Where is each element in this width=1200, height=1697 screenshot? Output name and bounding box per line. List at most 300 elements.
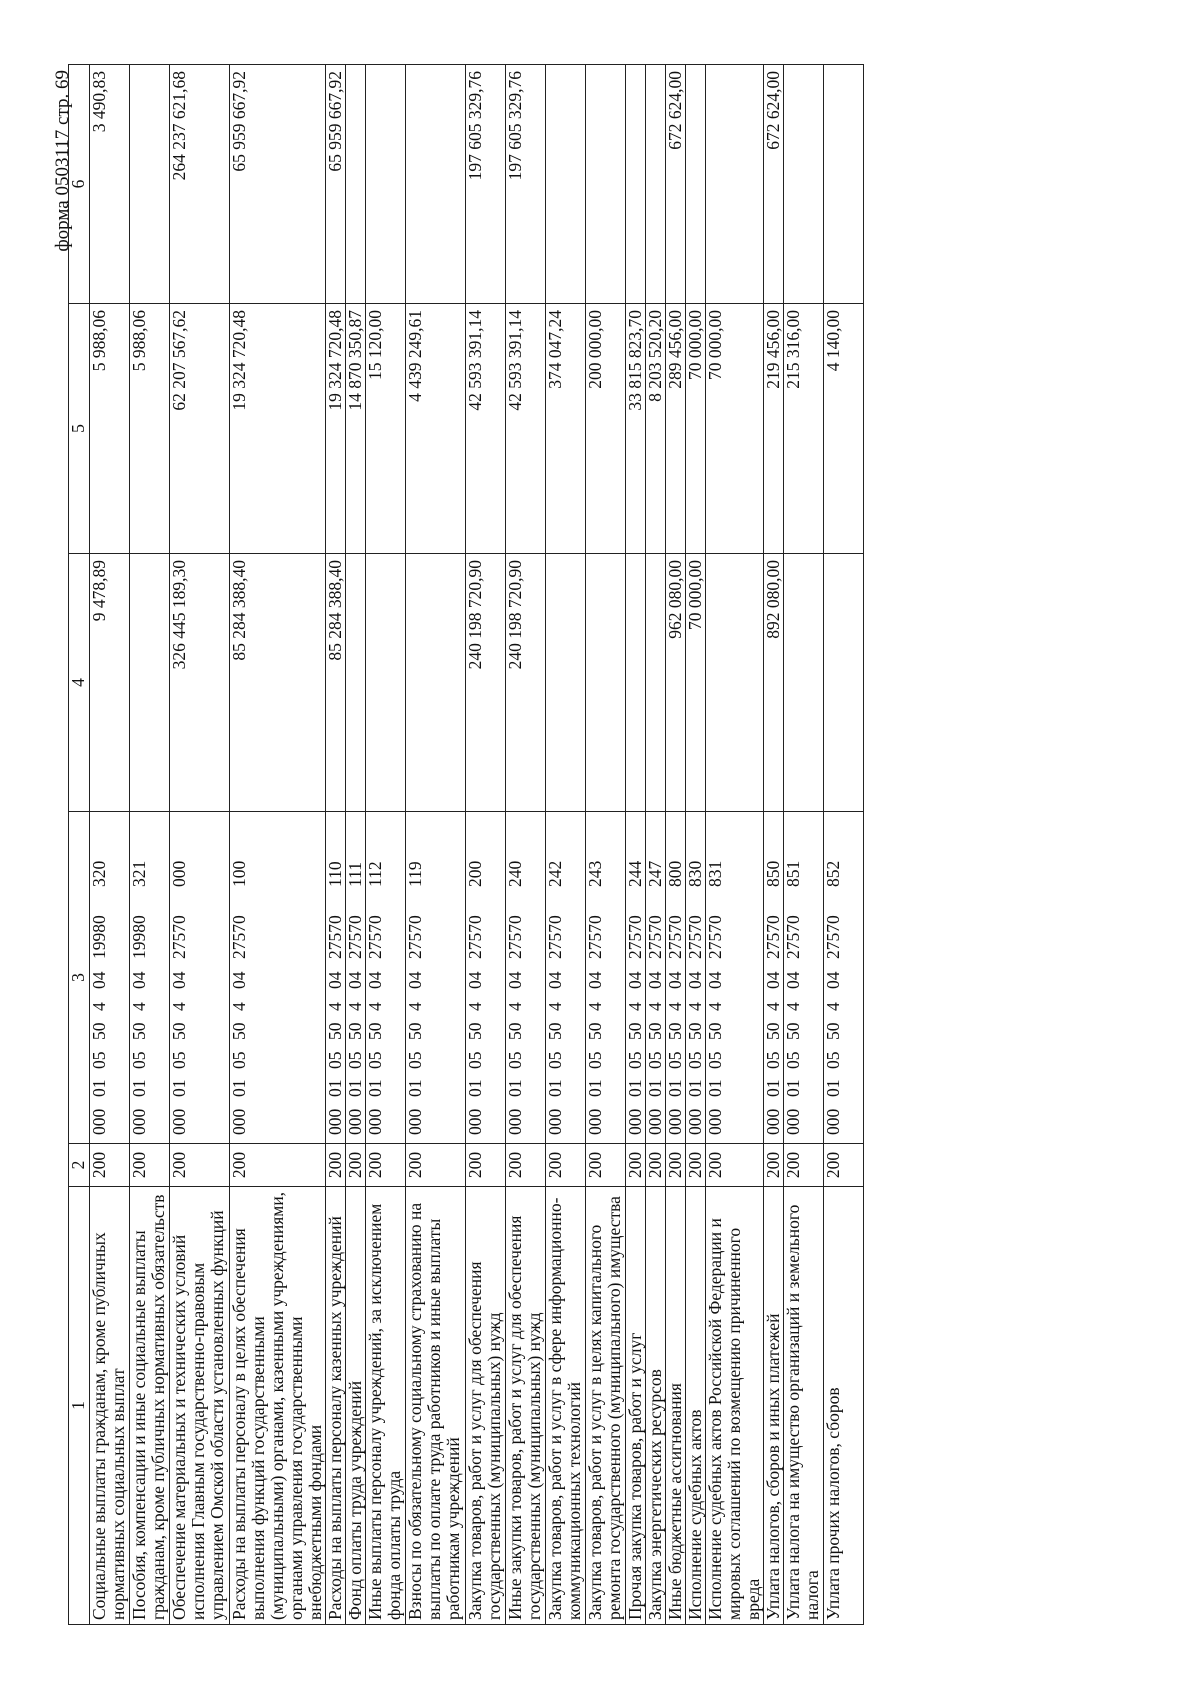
row-executed-amount-cell: 5 988,06 xyxy=(90,304,130,554)
table-row xyxy=(546,65,586,1625)
code-segment: 50 xyxy=(685,1022,705,1040)
row-line-code-cell: 200 xyxy=(506,1144,546,1187)
code-segment: 247 xyxy=(645,860,665,887)
row-unexecuted-amount-cell: 672 624,00 xyxy=(666,65,686,304)
row-line-code-cell: 200 xyxy=(626,1144,646,1187)
code-segment: 50 xyxy=(783,1022,803,1040)
row-unexecuted-amount-cell: 3 490,83 xyxy=(90,65,130,304)
budget-table xyxy=(68,64,864,1625)
row-approved-amount-cell: 240 198 720,90 xyxy=(506,554,546,812)
code-segment: 04 xyxy=(465,971,485,989)
row-line-code-cell: 200 xyxy=(170,1144,230,1187)
row-classification-code-cell xyxy=(586,812,626,1144)
row-name-cell: Уплата налогов, сборов и иных платежей xyxy=(764,1187,784,1625)
row-line-code-cell: 200 xyxy=(406,1144,466,1187)
code-segment: 27570 xyxy=(665,915,685,959)
code-segment: 04 xyxy=(129,971,149,989)
code-segment: 04 xyxy=(783,971,803,989)
row-name-cell: Расходы на выплаты персоналу казенных учреждений xyxy=(326,1187,346,1625)
code-segment: 200 xyxy=(465,860,485,887)
code-segment: 01 xyxy=(763,1079,783,1097)
code-segment: 000 xyxy=(325,1108,345,1135)
row-executed-amount-cell: 70 000,00 xyxy=(686,304,706,554)
row-executed-amount-cell: 42 593 391,14 xyxy=(466,304,506,554)
code-segment: 000 xyxy=(783,1108,803,1135)
code-segment: 852 xyxy=(823,860,843,887)
row-unexecuted-amount-cell xyxy=(706,65,764,304)
code-segment: 000 xyxy=(705,1108,725,1135)
code-segment: 05 xyxy=(705,1051,725,1069)
row-classification-code-cell xyxy=(824,812,864,1144)
row-classification-code-cell xyxy=(546,812,586,1144)
row-approved-amount-cell xyxy=(406,554,466,812)
row-name-cell: Закупка энергетических ресурсов xyxy=(646,1187,666,1625)
row-line-code-cell: 200 xyxy=(366,1144,406,1187)
code-segment: 05 xyxy=(169,1051,189,1069)
code-segment: 4 xyxy=(169,1002,189,1011)
code-segment: 27570 xyxy=(325,915,345,959)
code-segment: 05 xyxy=(505,1051,525,1069)
code-segment: 50 xyxy=(823,1022,843,1040)
column-header: 4 xyxy=(69,554,90,812)
row-classification-code-cell xyxy=(346,812,366,1144)
form-caption: форма 0503117 стр. 69 xyxy=(52,70,73,252)
code-segment: 50 xyxy=(665,1022,685,1040)
row-unexecuted-amount-cell xyxy=(824,65,864,304)
row-executed-amount-cell: 289 456,00 xyxy=(666,304,686,554)
row-executed-amount-cell: 62 207 567,62 xyxy=(170,304,230,554)
code-segment: 05 xyxy=(585,1051,605,1069)
row-name-cell: Обеспечение материальных и технических условий исполнения Главным государственно-правовым управлением Омской области установленных функций xyxy=(170,1187,230,1625)
row-line-code-cell: 200 xyxy=(784,1144,824,1187)
code-segment: 800 xyxy=(665,860,685,887)
table-row xyxy=(366,65,406,1625)
code-segment: 4 xyxy=(763,1002,783,1011)
row-unexecuted-amount-cell xyxy=(646,65,666,304)
row-unexecuted-amount-cell xyxy=(130,65,170,304)
row-line-code-cell: 200 xyxy=(230,1144,326,1187)
code-segment: 04 xyxy=(365,971,385,989)
table-row xyxy=(90,65,130,1625)
code-segment: 05 xyxy=(823,1051,843,1069)
row-approved-amount-cell xyxy=(784,554,824,812)
row-executed-amount-cell: 42 593 391,14 xyxy=(506,304,546,554)
row-approved-amount-cell: 240 198 720,90 xyxy=(466,554,506,812)
row-approved-amount-cell xyxy=(646,554,666,812)
row-unexecuted-amount-cell: 197 605 329,76 xyxy=(506,65,546,304)
code-segment: 50 xyxy=(325,1022,345,1040)
row-executed-amount-cell: 15 120,00 xyxy=(366,304,406,554)
code-segment: 01 xyxy=(645,1079,665,1097)
row-executed-amount-cell: 374 047,24 xyxy=(546,304,586,554)
row-name-cell: Закупка товаров, работ и услуг в сфере информационно-коммуникационных технологий xyxy=(546,1187,586,1625)
table-row xyxy=(506,65,546,1625)
code-segment: 321 xyxy=(129,860,149,887)
row-approved-amount-cell xyxy=(546,554,586,812)
row-approved-amount-cell: 892 080,00 xyxy=(764,554,784,812)
row-name-cell: Исполнение судебных актов Российской Федерации и мировых соглашений по возмещению причиненного вреда xyxy=(706,1187,764,1625)
code-segment: 05 xyxy=(405,1051,425,1069)
code-segment: 05 xyxy=(89,1051,109,1069)
code-segment: 50 xyxy=(229,1022,249,1040)
row-name-cell: Закупка товаров, работ и услуг в целях капитального ремонта государственного (муниципального) имущества xyxy=(586,1187,626,1625)
code-segment: 27570 xyxy=(705,915,725,959)
row-classification-code-cell xyxy=(706,812,764,1144)
code-segment: 27570 xyxy=(823,915,843,959)
code-segment: 50 xyxy=(465,1022,485,1040)
row-unexecuted-amount-cell xyxy=(366,65,406,304)
row-executed-amount-cell: 14 870 350,87 xyxy=(346,304,366,554)
row-approved-amount-cell: 85 284 388,40 xyxy=(230,554,326,812)
code-segment: 05 xyxy=(545,1051,565,1069)
row-name-cell: Взносы по обязательному социальному страхованию на выплаты по оплате труда работников и иные выплаты работникам учреждений xyxy=(406,1187,466,1625)
code-segment: 000 xyxy=(685,1108,705,1135)
code-segment: 01 xyxy=(229,1079,249,1097)
table-row xyxy=(406,65,466,1625)
row-executed-amount-cell: 4 140,00 xyxy=(824,304,864,554)
code-segment: 4 xyxy=(129,1002,149,1011)
row-approved-amount-cell: 326 445 189,30 xyxy=(170,554,230,812)
code-segment: 27570 xyxy=(405,915,425,959)
code-segment: 50 xyxy=(129,1022,149,1040)
code-segment: 4 xyxy=(585,1002,605,1011)
row-classification-code-cell xyxy=(686,812,706,1144)
code-segment: 27570 xyxy=(625,915,645,959)
code-segment: 50 xyxy=(405,1022,425,1040)
code-segment: 4 xyxy=(823,1002,843,1011)
row-classification-code-cell xyxy=(90,812,130,1144)
code-segment: 50 xyxy=(763,1022,783,1040)
code-segment: 01 xyxy=(823,1079,843,1097)
code-segment: 04 xyxy=(169,971,189,989)
row-line-code-cell: 200 xyxy=(586,1144,626,1187)
code-segment: 242 xyxy=(545,860,565,887)
row-line-code-cell: 200 xyxy=(130,1144,170,1187)
code-segment: 320 xyxy=(89,860,109,887)
code-segment: 04 xyxy=(89,971,109,989)
code-segment: 01 xyxy=(129,1079,149,1097)
row-name-cell: Уплата налога на имущество организаций и земельного налога xyxy=(784,1187,824,1625)
table-row xyxy=(326,65,346,1625)
code-segment: 01 xyxy=(783,1079,803,1097)
row-approved-amount-cell: 962 080,00 xyxy=(666,554,686,812)
code-segment: 4 xyxy=(625,1002,645,1011)
code-segment: 4 xyxy=(365,1002,385,1011)
code-segment: 04 xyxy=(585,971,605,989)
row-line-code-cell: 200 xyxy=(466,1144,506,1187)
row-name-cell: Фонд оплаты труда учреждений xyxy=(346,1187,366,1625)
row-unexecuted-amount-cell xyxy=(586,65,626,304)
code-segment: 27570 xyxy=(783,915,803,959)
code-segment: 05 xyxy=(665,1051,685,1069)
code-segment: 4 xyxy=(705,1002,725,1011)
row-executed-amount-cell: 4 439 249,61 xyxy=(406,304,466,554)
row-approved-amount-cell: 70 000,00 xyxy=(686,554,706,812)
code-segment: 4 xyxy=(325,1002,345,1011)
code-segment: 243 xyxy=(585,860,605,887)
code-segment: 000 xyxy=(645,1108,665,1135)
row-classification-code-cell xyxy=(366,812,406,1144)
code-segment: 244 xyxy=(625,860,645,887)
code-segment: 27570 xyxy=(685,915,705,959)
code-segment: 50 xyxy=(89,1022,109,1040)
code-segment: 04 xyxy=(685,971,705,989)
code-segment: 27570 xyxy=(229,915,249,959)
code-segment: 04 xyxy=(505,971,525,989)
row-unexecuted-amount-cell xyxy=(406,65,466,304)
code-segment: 4 xyxy=(783,1002,803,1011)
row-classification-code-cell xyxy=(506,812,546,1144)
column-header: 6 xyxy=(69,65,90,304)
row-unexecuted-amount-cell xyxy=(686,65,706,304)
table-row xyxy=(230,65,326,1625)
code-segment: 100 xyxy=(229,860,249,887)
row-executed-amount-cell: 70 000,00 xyxy=(706,304,764,554)
code-segment: 05 xyxy=(129,1051,149,1069)
code-segment: 04 xyxy=(763,971,783,989)
table-row xyxy=(686,65,706,1625)
code-segment: 27570 xyxy=(585,915,605,959)
code-segment: 851 xyxy=(783,860,803,887)
row-unexecuted-amount-cell: 197 605 329,76 xyxy=(466,65,506,304)
row-approved-amount-cell xyxy=(130,554,170,812)
row-classification-code-cell xyxy=(764,812,784,1144)
row-line-code-cell: 200 xyxy=(824,1144,864,1187)
code-segment: 4 xyxy=(685,1002,705,1011)
row-approved-amount-cell: 85 284 388,40 xyxy=(326,554,346,812)
code-segment: 05 xyxy=(645,1051,665,1069)
row-approved-amount-cell xyxy=(366,554,406,812)
table-row xyxy=(764,65,784,1625)
table-row xyxy=(646,65,666,1625)
row-name-cell: Иные закупки товаров, работ и услуг для обеспечения государственных (муниципальных) нужд xyxy=(506,1187,546,1625)
code-segment: 119 xyxy=(405,861,425,887)
table-row xyxy=(666,65,686,1625)
code-segment: 4 xyxy=(645,1002,665,1011)
row-executed-amount-cell: 8 203 520,20 xyxy=(646,304,666,554)
code-segment: 01 xyxy=(625,1079,645,1097)
code-segment: 112 xyxy=(365,861,385,887)
code-segment: 27570 xyxy=(763,915,783,959)
column-header: 5 xyxy=(69,304,90,554)
row-approved-amount-cell: 9 478,89 xyxy=(90,554,130,812)
code-segment: 19980 xyxy=(89,915,109,959)
code-segment: 4 xyxy=(345,1002,365,1011)
row-unexecuted-amount-cell: 672 624,00 xyxy=(764,65,784,304)
code-segment: 50 xyxy=(585,1022,605,1040)
code-segment: 01 xyxy=(169,1079,189,1097)
row-approved-amount-cell xyxy=(706,554,764,812)
code-segment: 000 xyxy=(505,1108,525,1135)
row-classification-code-cell xyxy=(666,812,686,1144)
code-segment: 01 xyxy=(665,1079,685,1097)
row-unexecuted-amount-cell xyxy=(784,65,824,304)
row-executed-amount-cell: 19 324 720,48 xyxy=(230,304,326,554)
code-segment: 05 xyxy=(229,1051,249,1069)
code-segment: 4 xyxy=(229,1002,249,1011)
code-segment: 000 xyxy=(665,1108,685,1135)
code-segment: 01 xyxy=(325,1079,345,1097)
code-segment: 05 xyxy=(365,1051,385,1069)
row-unexecuted-amount-cell xyxy=(626,65,646,304)
row-classification-code-cell xyxy=(466,812,506,1144)
code-segment: 01 xyxy=(505,1079,525,1097)
code-segment: 000 xyxy=(763,1108,783,1135)
code-segment: 01 xyxy=(89,1079,109,1097)
row-classification-code-cell xyxy=(626,812,646,1144)
code-segment: 830 xyxy=(685,860,705,887)
row-name-cell: Прочая закупка товаров, работ и услуг xyxy=(626,1187,646,1625)
code-segment: 50 xyxy=(169,1022,189,1040)
table-row xyxy=(346,65,366,1625)
code-segment: 05 xyxy=(325,1051,345,1069)
code-segment: 000 xyxy=(545,1108,565,1135)
table-row xyxy=(130,65,170,1625)
code-segment: 01 xyxy=(685,1079,705,1097)
row-classification-code-cell xyxy=(406,812,466,1144)
code-segment: 000 xyxy=(365,1108,385,1135)
code-segment: 4 xyxy=(89,1002,109,1011)
code-segment: 05 xyxy=(685,1051,705,1069)
code-segment: 831 xyxy=(705,860,725,887)
code-segment: 19980 xyxy=(129,915,149,959)
code-segment: 04 xyxy=(345,971,365,989)
code-segment: 27570 xyxy=(645,915,665,959)
row-line-code-cell: 200 xyxy=(546,1144,586,1187)
row-unexecuted-amount-cell xyxy=(546,65,586,304)
code-segment: 05 xyxy=(783,1051,803,1069)
row-line-code-cell: 200 xyxy=(346,1144,366,1187)
row-name-cell: Социальные выплаты гражданам, кроме публичных нормативных социальных выплат xyxy=(90,1187,130,1625)
code-segment: 000 xyxy=(823,1108,843,1135)
code-segment: 110 xyxy=(325,861,345,887)
code-segment: 4 xyxy=(505,1002,525,1011)
code-segment: 04 xyxy=(625,971,645,989)
code-segment: 05 xyxy=(345,1051,365,1069)
code-segment: 04 xyxy=(705,971,725,989)
row-line-code-cell: 200 xyxy=(706,1144,764,1187)
row-name-cell: Иные выплаты персоналу учреждений, за исключением фонда оплаты труда xyxy=(366,1187,406,1625)
code-segment: 01 xyxy=(345,1079,365,1097)
row-approved-amount-cell xyxy=(626,554,646,812)
row-executed-amount-cell: 33 815 823,70 xyxy=(626,304,646,554)
code-segment: 000 xyxy=(405,1108,425,1135)
row-classification-code-cell xyxy=(130,812,170,1144)
row-line-code-cell: 200 xyxy=(90,1144,130,1187)
row-classification-code-cell xyxy=(784,812,824,1144)
table-row xyxy=(170,65,230,1625)
row-name-cell: Уплата прочих налогов, сборов xyxy=(824,1187,864,1625)
table-row xyxy=(466,65,506,1625)
row-line-code-cell: 200 xyxy=(686,1144,706,1187)
code-segment: 000 xyxy=(89,1108,109,1135)
code-segment: 27570 xyxy=(545,915,565,959)
code-segment: 000 xyxy=(625,1108,645,1135)
row-approved-amount-cell xyxy=(824,554,864,812)
row-unexecuted-amount-cell: 264 237 621,68 xyxy=(170,65,230,304)
code-segment: 000 xyxy=(229,1108,249,1135)
table-row xyxy=(706,65,764,1625)
row-classification-code-cell xyxy=(230,812,326,1144)
code-segment: 01 xyxy=(545,1079,565,1097)
code-segment: 000 xyxy=(169,860,189,887)
code-segment: 4 xyxy=(545,1002,565,1011)
row-name-cell: Пособия, компенсации и иные социальные выплаты гражданам, кроме публичных нормативных обязательств xyxy=(130,1187,170,1625)
code-segment: 04 xyxy=(405,971,425,989)
row-name-cell: Иные бюджетные ассигнования xyxy=(666,1187,686,1625)
code-segment: 000 xyxy=(169,1108,189,1135)
row-line-code-cell: 200 xyxy=(326,1144,346,1187)
code-segment: 27570 xyxy=(465,915,485,959)
row-name-cell: Расходы на выплаты персоналу в целях обеспечения выполнения функций государственными (муниципальными) органами, казенными учреждениями, органами управления государственными внебюджетными фондами xyxy=(230,1187,326,1625)
code-segment: 000 xyxy=(465,1108,485,1135)
code-segment: 111 xyxy=(345,862,365,887)
row-unexecuted-amount-cell xyxy=(346,65,366,304)
code-segment: 01 xyxy=(465,1079,485,1097)
row-approved-amount-cell xyxy=(346,554,366,812)
row-line-code-cell: 200 xyxy=(666,1144,686,1187)
header-row xyxy=(69,65,90,1625)
column-header: 1 xyxy=(69,1187,90,1625)
row-unexecuted-amount-cell: 65 959 667,92 xyxy=(230,65,326,304)
code-segment: 50 xyxy=(625,1022,645,1040)
code-segment: 05 xyxy=(465,1051,485,1069)
row-executed-amount-cell: 215 316,00 xyxy=(784,304,824,554)
code-segment: 50 xyxy=(505,1022,525,1040)
table-row xyxy=(824,65,864,1625)
code-segment: 4 xyxy=(465,1002,485,1011)
row-name-cell: Исполнение судебных актов xyxy=(686,1187,706,1625)
row-line-code-cell: 200 xyxy=(764,1144,784,1187)
row-classification-code-cell xyxy=(326,812,346,1144)
code-segment: 50 xyxy=(365,1022,385,1040)
code-segment: 04 xyxy=(823,971,843,989)
code-segment: 000 xyxy=(345,1108,365,1135)
code-segment: 04 xyxy=(665,971,685,989)
code-segment: 50 xyxy=(645,1022,665,1040)
code-segment: 05 xyxy=(763,1051,783,1069)
row-approved-amount-cell xyxy=(586,554,626,812)
row-executed-amount-cell: 200 000,00 xyxy=(586,304,626,554)
code-segment: 04 xyxy=(645,971,665,989)
code-segment: 04 xyxy=(545,971,565,989)
code-segment: 01 xyxy=(585,1079,605,1097)
code-segment: 04 xyxy=(229,971,249,989)
code-segment: 27570 xyxy=(365,915,385,959)
row-line-code-cell: 200 xyxy=(646,1144,666,1187)
code-segment: 000 xyxy=(585,1108,605,1135)
code-segment: 50 xyxy=(345,1022,365,1040)
code-segment: 01 xyxy=(405,1079,425,1097)
code-segment: 50 xyxy=(545,1022,565,1040)
code-segment: 850 xyxy=(763,860,783,887)
row-executed-amount-cell: 219 456,00 xyxy=(764,304,784,554)
code-segment: 4 xyxy=(665,1002,685,1011)
code-segment: 27570 xyxy=(169,915,189,959)
table-row xyxy=(784,65,824,1625)
code-segment: 50 xyxy=(705,1022,725,1040)
column-header: 3 xyxy=(69,812,90,1144)
code-segment: 240 xyxy=(505,860,525,887)
code-segment: 05 xyxy=(625,1051,645,1069)
column-header: 2 xyxy=(69,1144,90,1187)
row-classification-code-cell xyxy=(170,812,230,1144)
row-executed-amount-cell: 5 988,06 xyxy=(130,304,170,554)
table-row xyxy=(586,65,626,1625)
code-segment: 27570 xyxy=(345,915,365,959)
row-classification-code-cell xyxy=(646,812,666,1144)
code-segment: 01 xyxy=(705,1079,725,1097)
